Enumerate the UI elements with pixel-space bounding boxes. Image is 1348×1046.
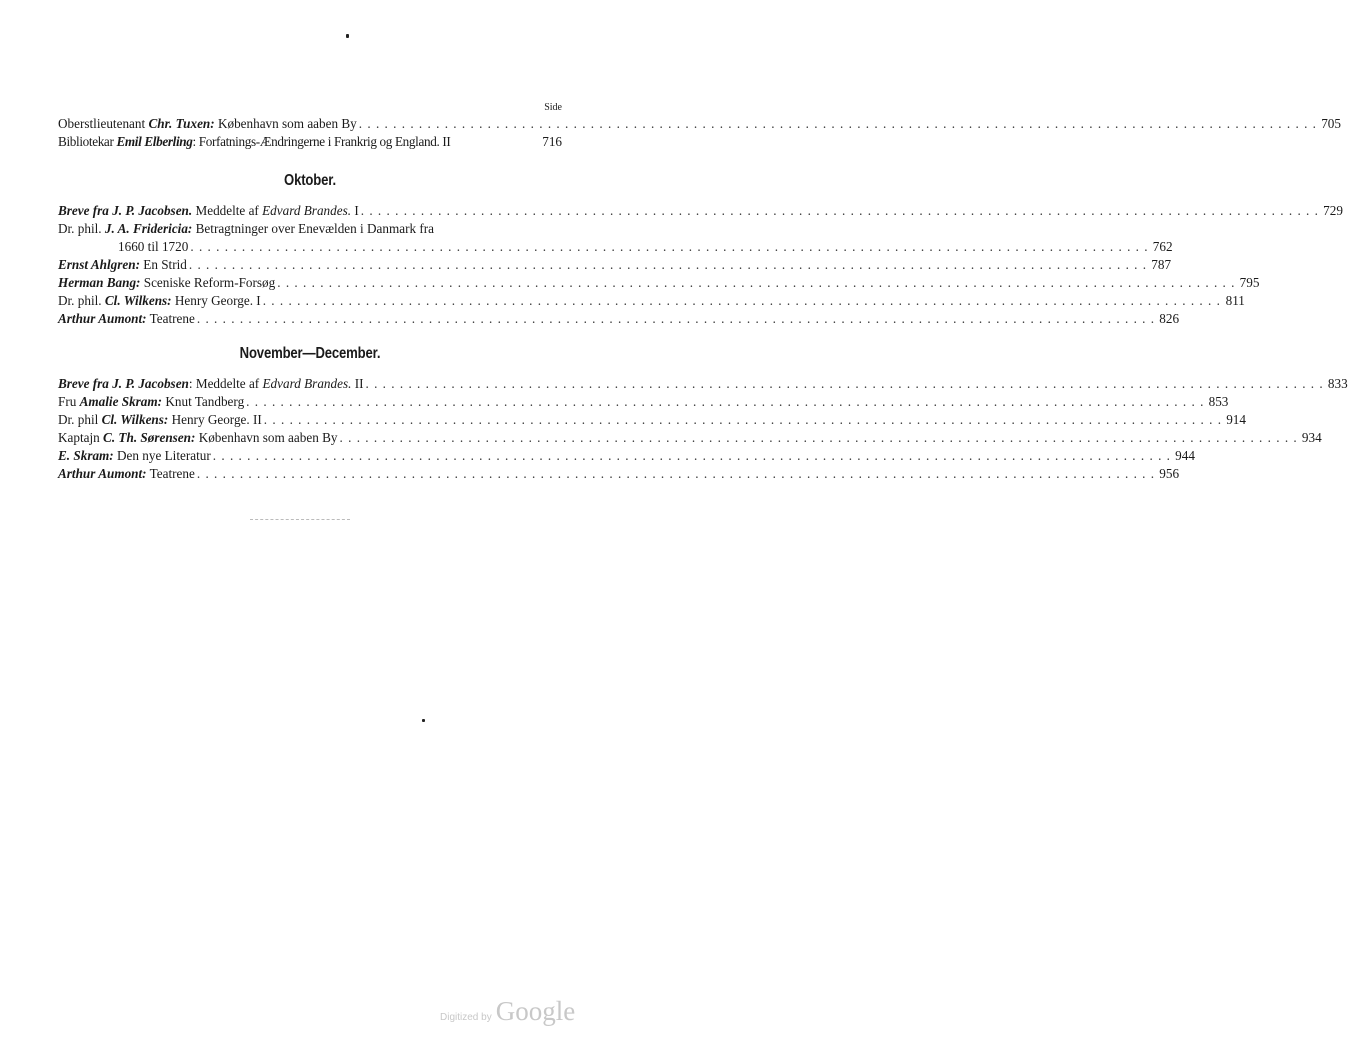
entry-page: 944 <box>1175 448 1195 463</box>
toc-entry: Fru Amalie Skram: Knut Tandberg . . . 853 <box>58 393 562 411</box>
entry-page: 826 <box>1159 311 1180 326</box>
entry-editor: Edvard Brandes. <box>262 376 352 391</box>
entry-editor: Edvard Brandes. <box>262 203 352 218</box>
entry-title: Knut Tandberg <box>162 394 245 409</box>
toc-entry <box>58 465 1180 483</box>
entry-title: Teatrene <box>146 466 195 481</box>
toc-entry: Dr. phil Cl. Wilkens: Henry George. II . . . 914 <box>58 411 562 429</box>
entry-title: Betragtninger over Enevælden i Danmark fra <box>192 221 435 236</box>
toc-entry <box>58 256 1172 274</box>
entry-author: Cl. Wilkens: <box>104 293 172 308</box>
entry-title: København som aaben By <box>214 116 357 131</box>
toc-entry: Bibliotekar Emil Elberling: Forfatnings-Ændringerne i Frankrig og England. II 716 <box>58 134 562 149</box>
entry-title: 1660 til 1720 <box>118 239 189 254</box>
toc-entry: Breve fra J. P. Jacobsen. Meddelte af Edvard Brandes. I . . . 729 <box>58 202 562 220</box>
toc-list-oktober <box>58 202 1343 328</box>
entry-title: Den nye Literatur <box>113 448 211 463</box>
entry-author: C. Th. Sørensen: <box>103 430 196 445</box>
entry-page: 956 <box>1159 466 1180 481</box>
entry-page: 853 <box>1208 394 1229 409</box>
toc-entry <box>58 447 1195 465</box>
entry-title: Henry George. II <box>168 412 262 427</box>
toc-list-november-december <box>58 375 1348 483</box>
toc-section-november-december <box>58 345 562 363</box>
scan-speck <box>422 719 425 722</box>
end-rule <box>250 519 350 521</box>
entry-title: Henry George. I <box>171 293 261 308</box>
section-heading: Oktober. <box>284 172 336 189</box>
page-column-label: Side <box>544 102 562 113</box>
entry-author: Herman Bang: <box>58 275 141 290</box>
toc-entry: Kaptajn C. Th. Sørensen: København som aaben By . . . 934 <box>58 429 562 447</box>
entry-title: : Forfatnings-Ændringerne i Frankrig og England. II <box>192 134 451 149</box>
entry-page: 833 <box>1327 376 1348 391</box>
entry-page: 705 <box>1321 116 1341 131</box>
entry-author: Emil Elberling <box>116 134 193 149</box>
watermark-prefix: Digitized by <box>440 1012 492 1023</box>
entry-author: Breve fra J. P. Jacobsen. <box>58 203 193 218</box>
entry-page: 716 <box>542 134 562 149</box>
entry-author: Ernst Ahlgren: <box>58 257 140 272</box>
toc-entry-continuation <box>58 238 1173 256</box>
entry-author: Amalie Skram: <box>79 394 163 409</box>
entry-author: E. Skram: <box>58 448 114 463</box>
toc-entry: Dr. phil. J. A. Fridericia: Betragtninger over Enevælden i Danmark fra <box>58 221 435 236</box>
entry-page: 914 <box>1226 412 1246 427</box>
entry-page: 811 <box>1225 293 1245 308</box>
google-logo: Google <box>495 996 576 1026</box>
entry-author: J. A. Fridericia: <box>104 221 193 236</box>
entry-author: Arthur Aumont: <box>58 466 147 481</box>
entry-author: Chr. Tuxen: <box>148 116 215 131</box>
entry-page: 795 <box>1239 275 1260 290</box>
entry-author: Cl. Wilkens: <box>101 412 169 427</box>
toc-section-oktober <box>58 172 562 190</box>
entry-page: 729 <box>1323 203 1343 218</box>
toc-entry: Dr. phil. Cl. Wilkens: Henry George. I . . . 811 <box>58 292 562 310</box>
entry-title: Sceniske Reform-Forsøg <box>140 275 276 290</box>
section-heading: November—December. <box>239 345 381 362</box>
toc-entry <box>58 310 1180 328</box>
entry-title: En Strid <box>139 257 187 272</box>
entry-author: Arthur Aumont: <box>58 311 147 326</box>
entry-page: 762 <box>1152 239 1173 254</box>
entry-title: Teatrene <box>146 311 195 326</box>
digitized-watermark <box>440 996 575 1027</box>
toc-top-block <box>58 102 1341 151</box>
entry-page: 787 <box>1151 257 1172 272</box>
toc-entry: Breve fra J. P. Jacobsen: Meddelte af Edvard Brandes. II . . . 833 <box>58 375 562 393</box>
entry-page: 934 <box>1301 430 1322 445</box>
toc-entry: Oberstlieutenant Chr. Tuxen: København som aaben By . . . 705 <box>58 115 562 133</box>
toc-entry <box>58 274 1260 292</box>
entry-title: København som aaben By <box>195 430 338 445</box>
scan-speck <box>346 34 349 38</box>
entry-author: Breve fra J. P. Jacobsen <box>58 376 189 391</box>
